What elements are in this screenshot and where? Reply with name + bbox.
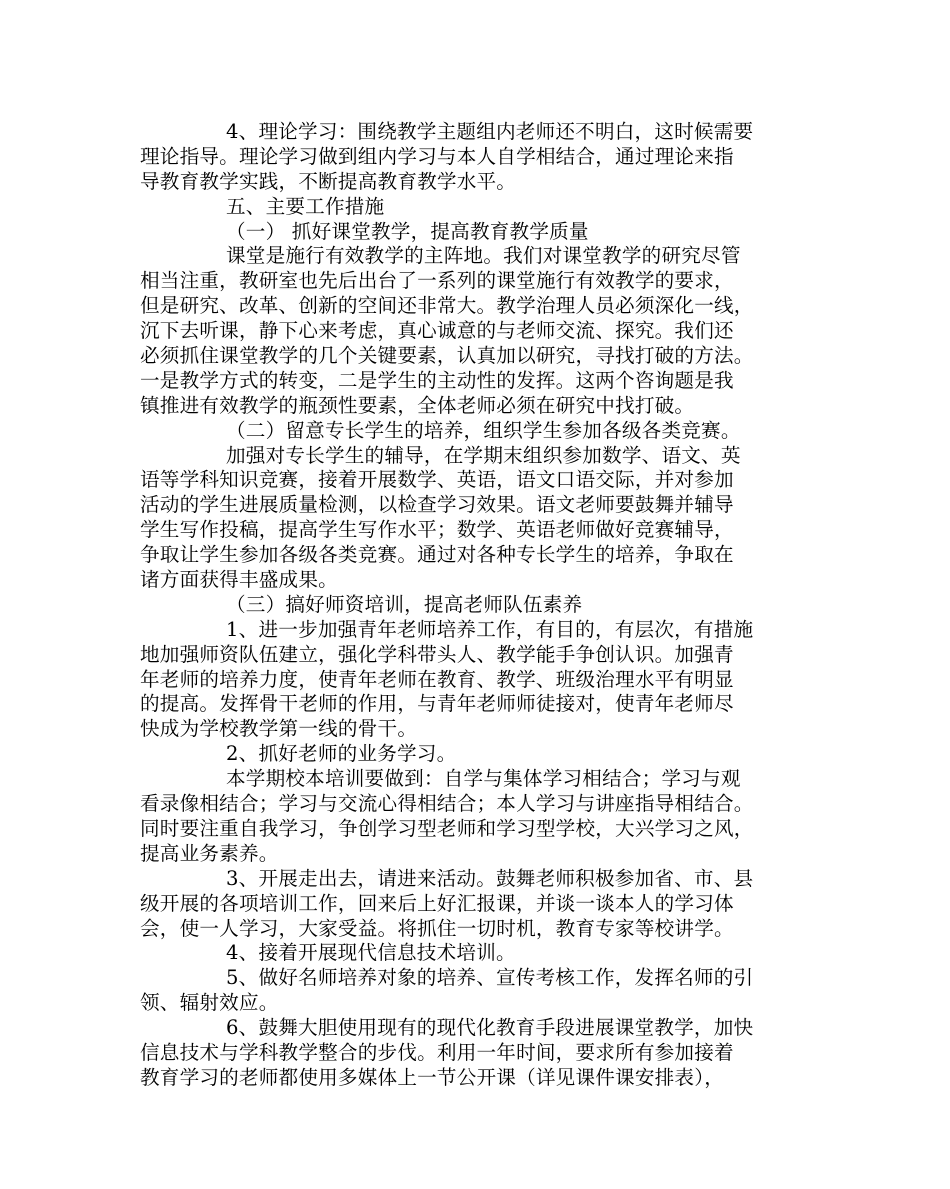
text-line: 同时要注重自我学习，争创学习型老师和学习型学校，大兴学习之风， bbox=[140, 816, 754, 840]
text-line: 加强对专长学生的辅导，在学期末组织参加数学、语文、英 bbox=[226, 443, 741, 467]
text-line: 镇推进有效教学的瓶颈性要素，全体老师必须在研究中找打破。 bbox=[140, 393, 695, 417]
text-line: 地加强师资队伍建立，强化学科带头人、教学能手争创认识。加强青 bbox=[140, 642, 734, 666]
text-line: 信息技术与学科教学整合的步伐。利用一年时间，要求所有参加接着 bbox=[140, 1040, 734, 1064]
text-line: 3、开展走出去，请进来活动。鼓舞老师积极参加省、市、县 bbox=[226, 866, 754, 890]
text-line: 课堂是施行有效教学的主阵地。我们对课堂教学的研究尽管 bbox=[226, 244, 741, 268]
text-line: 4、理论学习：围绕教学主题组内老师还不明白，这时候需要 bbox=[226, 120, 754, 143]
text-line: 相当注重，教研室也先后出台了一系列的课堂施行有效教学的要求， bbox=[140, 269, 734, 293]
text-line: 沉下去听课，静下心来考虑，真心诚意的与老师交流、探究。我们还 bbox=[140, 319, 734, 343]
text-line: 级开展的各项培训工作，回来后上好汇报课，并谈一谈本人的学习体 bbox=[140, 891, 734, 915]
text-line: 诸方面获得丰盛成果。 bbox=[140, 568, 338, 592]
text-line: 语等学科知识竞赛，接着开展数学、英语，语文口语交际，并对参加 bbox=[140, 468, 734, 492]
text-line: 活动的学生进展质量检测，以检查学习效果。语文老师要鼓舞并辅导 bbox=[140, 493, 734, 517]
text-line: （二）留意专长学生的培养，组织学生参加各级各类竞赛。 bbox=[226, 418, 741, 442]
text-line: （一） 抓好课堂教学，提高教育教学质量 bbox=[226, 219, 589, 243]
text-line: 五、主要工作措施 bbox=[226, 194, 385, 218]
text-line: 4、接着开展现代信息技术培训。 bbox=[226, 941, 516, 965]
text-line: 必须抓住课堂教学的几个关键要素，认真加以研究，寻找打破的方法。 bbox=[140, 344, 754, 368]
text-line: 一是教学方式的转变，二是学生的主动性的发挥。这两个咨询题是我 bbox=[140, 368, 734, 392]
text-line: 教育学习的老师都使用多媒体上一节公开课（详见课件课安排表）， bbox=[140, 1065, 725, 1089]
text-line: 本学期校本培训要做到：自学与集体学习相结合；学习与观 bbox=[226, 767, 741, 791]
text-line: 学生写作投稿，提高学生写作水平；数学、英语老师做好竞赛辅导， bbox=[140, 518, 734, 542]
text-line: 看录像相结合；学习与交流心得相结合；本人学习与讲座指导相结合。 bbox=[140, 792, 754, 816]
text-line: 1、进一步加强青年老师培养工作，有目的，有层次，有措施 bbox=[226, 617, 754, 641]
text-line: （三）搞好师资培训，提高老师队伍素养 bbox=[226, 592, 583, 616]
text-line: 争取让学生参加各级各类竞赛。通过对各种专长学生的培养，争取在 bbox=[140, 543, 734, 567]
document-body bbox=[140, 120, 830, 1091]
text-line: 快成为学校教学第一线的骨干。 bbox=[140, 717, 418, 741]
text-line: 2、抓好老师的业务学习。 bbox=[226, 742, 457, 766]
text-line: 年老师的培养力度，使青年老师在教育、教学、班级治理水平有明显 bbox=[140, 667, 734, 691]
text-line: 理论指导。理论学习做到组内学习与本人自学相结合，通过理论来指 bbox=[140, 144, 734, 168]
text-line: 但是研究、改革、创新的空间还非常大。教学治理人员必须深化一线， bbox=[140, 294, 754, 318]
text-line: 5、做好名师培养对象的培养、宣传考核工作，发挥名师的引 bbox=[226, 966, 754, 990]
text-line: 领、辐射效应。 bbox=[140, 991, 279, 1015]
text-line: 会，使一人学习，大家受益。将抓住一切时机，教育专家等校讲学。 bbox=[140, 916, 734, 940]
text-line: 6、鼓舞大胆使用现有的现代化教育手段进展课堂教学，加快 bbox=[226, 1016, 754, 1040]
text-line: 导教育教学实践，不断提高教育教学水平。 bbox=[140, 169, 517, 193]
text-line: 的提高。发挥骨干老师的作用，与青年老师师徒接对，使青年老师尽 bbox=[140, 692, 734, 716]
text-line: 提高业务素养。 bbox=[140, 841, 279, 865]
